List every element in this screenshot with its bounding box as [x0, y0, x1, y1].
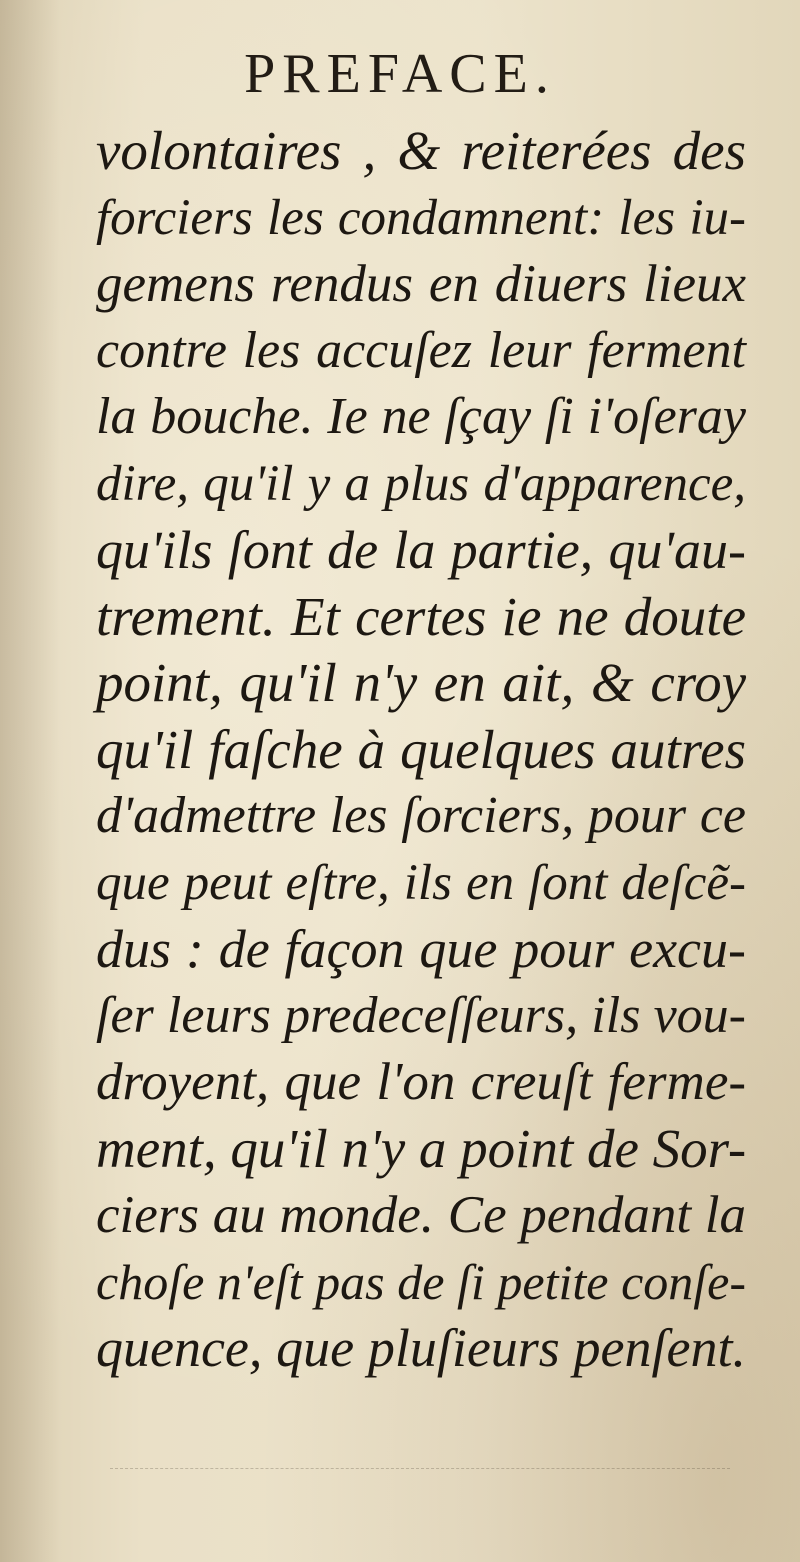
text-line: forciers les condamnent: les iu-	[96, 189, 746, 246]
text-line: qu'il faſche à quelques autres	[96, 718, 746, 780]
text-line: point, qu'il n'y en ait, & croy	[96, 652, 746, 713]
gutter-shadow	[0, 0, 60, 1562]
text-line: trement. Et certes ie ne doute	[96, 585, 746, 647]
text-line: d'admettre les ſorciers, pour ce	[96, 787, 746, 844]
text-line: choſe n'eſt pas de ſi petite conſe-	[96, 1253, 746, 1310]
text-line: ciers au monde. Ce pendant la	[96, 1186, 746, 1244]
text-line: dus : de façon que pour excu-	[96, 919, 746, 979]
text-line: que peut eſtre, ils en ſont deſcẽ-	[96, 854, 746, 911]
text-line: volontaires , & reiterées des	[96, 120, 746, 181]
text-line: quence, que pluſieurs penſent.	[96, 1318, 746, 1378]
text-line: dire, qu'il y a plus d'apparence,	[96, 455, 746, 512]
text-line: gemens rendus en diuers lieux	[96, 255, 746, 313]
body-text	[96, 118, 746, 1382]
text-line: qu'ils ſont de la partie, qu'au-	[96, 520, 746, 580]
text-line: la bouche. Ie ne ſçay ſi i'oſeray	[96, 388, 746, 445]
text-line: ſer leurs predeceſſeurs, ils vou-	[96, 986, 746, 1044]
text-line: droyent, que l'on creuſt ferme-	[96, 1053, 746, 1111]
running-head: PREFACE.	[244, 43, 556, 105]
text-line: contre les accuſez leur ferment	[96, 321, 746, 379]
bottom-rule	[110, 1468, 730, 1469]
text-line: ment, qu'il n'y a point de Sor-	[96, 1117, 747, 1179]
